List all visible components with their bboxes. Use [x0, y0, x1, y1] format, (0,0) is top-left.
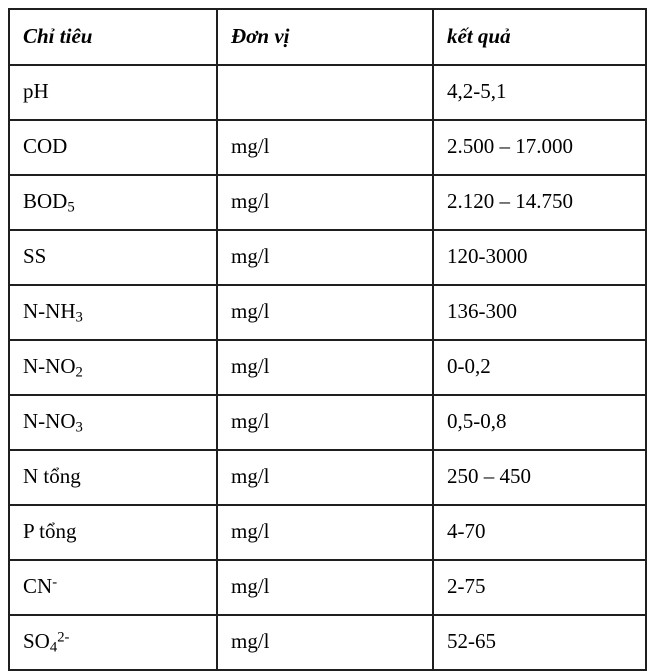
param-cell: SS: [9, 230, 217, 285]
parameters-table: [8, 8, 647, 671]
param-cell: COD: [9, 120, 217, 175]
table-row: [9, 285, 646, 340]
unit-cell: mg/l: [217, 120, 433, 175]
header-cell-result: kết quả: [433, 9, 646, 65]
header-cell-unit: Đơn vị: [217, 9, 433, 65]
unit-cell: mg/l: [217, 450, 433, 505]
param-cell: $N-NH_3$: [9, 285, 217, 340]
param-cell: N tổng: [9, 450, 217, 505]
result-cell: 120-3000: [433, 230, 646, 285]
result-cell: 0-0,2: [433, 340, 646, 395]
unit-cell: mg/l: [217, 395, 433, 450]
unit-cell: [217, 65, 433, 120]
unit-cell: mg/l: [217, 285, 433, 340]
param-cell: pH: [9, 65, 217, 120]
unit-cell: mg/l: [217, 175, 433, 230]
result-cell: 250 – 450: [433, 450, 646, 505]
table-row: [9, 230, 646, 285]
table-row: [9, 120, 646, 175]
header-row: [9, 9, 646, 65]
result-cell: 4,2-5,1: [433, 65, 646, 120]
param-cell: $N-NO_2$: [9, 340, 217, 395]
table-row: [9, 505, 646, 560]
result-cell: 2.120 – 14.750: [433, 175, 646, 230]
result-cell: 4-70: [433, 505, 646, 560]
unit-cell: mg/l: [217, 230, 433, 285]
param-cell: $N-NO_3$: [9, 395, 217, 450]
header-cell-param: Chỉ tiêu: [9, 9, 217, 65]
table-row: [9, 450, 646, 505]
param-cell: $BOD_5$: [9, 175, 217, 230]
unit-cell: mg/l: [217, 560, 433, 615]
table-row: [9, 340, 646, 395]
result-cell: 0,5-0,8: [433, 395, 646, 450]
param-cell: $SO_4^{2-}$: [9, 615, 217, 670]
result-cell: 136-300: [433, 285, 646, 340]
table-row: [9, 175, 646, 230]
result-cell: 52-65: [433, 615, 646, 670]
param-cell: P tổng: [9, 505, 217, 560]
table-header: [9, 9, 646, 65]
unit-cell: mg/l: [217, 615, 433, 670]
table-row: [9, 560, 646, 615]
unit-cell: mg/l: [217, 340, 433, 395]
table-body: [9, 65, 646, 670]
result-cell: 2.500 – 17.000: [433, 120, 646, 175]
param-cell: CN-: [9, 560, 217, 615]
table-row: [9, 615, 646, 670]
result-cell: 2-75: [433, 560, 646, 615]
table-row: [9, 65, 646, 120]
table-row: [9, 395, 646, 450]
unit-cell: mg/l: [217, 505, 433, 560]
